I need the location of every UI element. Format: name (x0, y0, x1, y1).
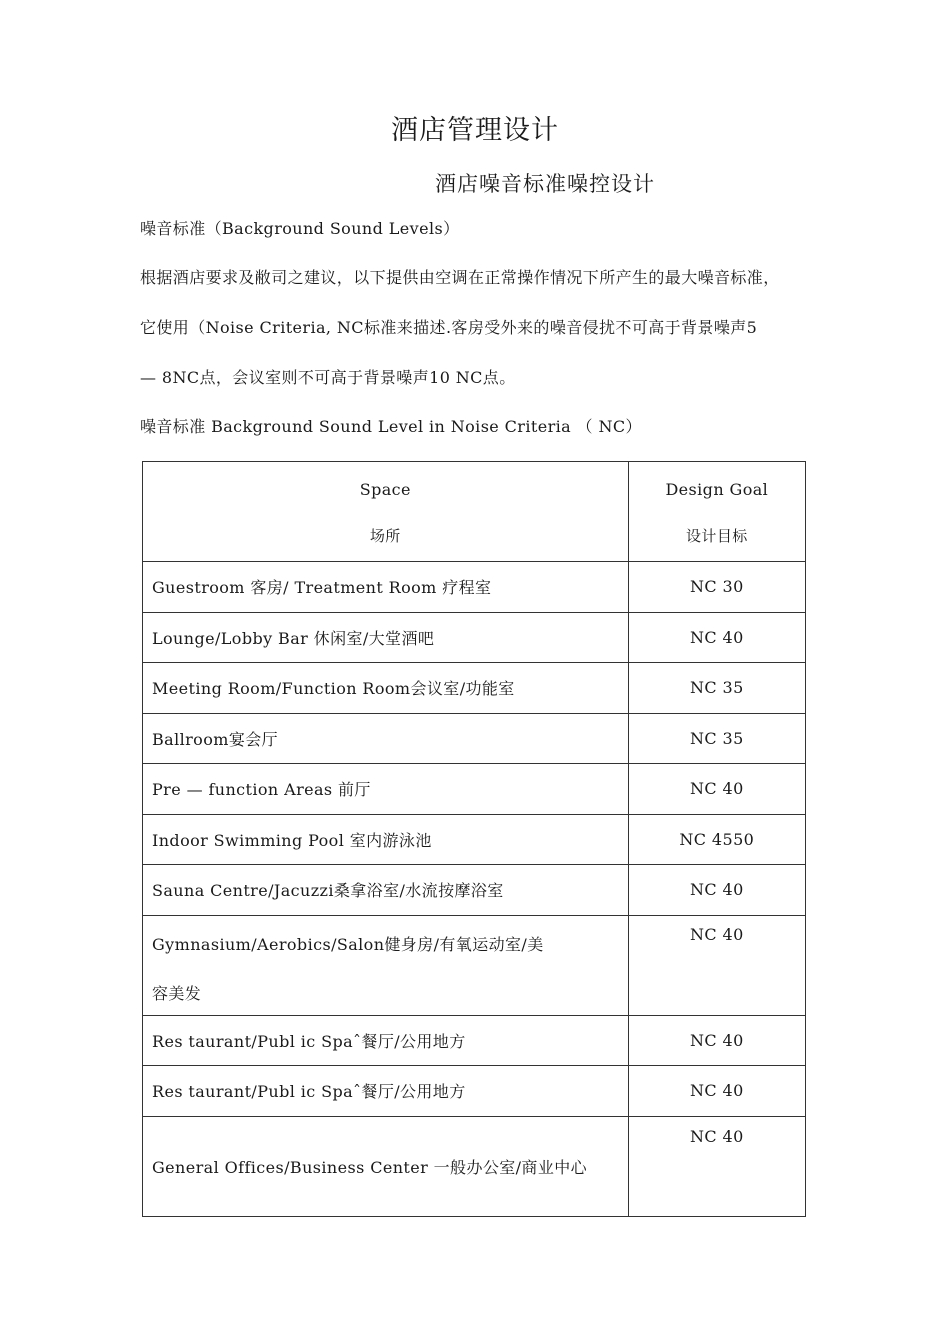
table-row (143, 1066, 806, 1117)
goal-cell: NC 30 (628, 562, 805, 613)
paragraph-line-1: 根据酒店要求及敝司之建议，以下提供由空调在正常操作情况下所产生的最大噪音标准， (140, 268, 780, 287)
table-row (143, 1116, 806, 1216)
space-cell: Lounge/Lobby Bar 休闲室/大堂酒吧 (143, 612, 629, 663)
goal-cell-value: NC 40 (689, 924, 744, 944)
space-cell: Guestroom 客房/ Treatment Room 疗程室 (143, 562, 629, 613)
header-space-cn: 场所 (369, 527, 401, 545)
noise-criteria-table (142, 461, 806, 1217)
section-heading-background-sound: 噪音标准（Background Sound Levels） (140, 219, 460, 238)
space-cell-line-1: Gymnasium/Aerobics/Salon健身房/有氧运动室/美 (152, 934, 544, 954)
space-cell: General Offices/Business Center 一般办公室/商业中心 (143, 1116, 629, 1216)
table-row (143, 562, 806, 613)
table-row (143, 915, 806, 1015)
table-row (143, 713, 806, 764)
goal-cell: NC 35 (628, 713, 805, 764)
table-header-row (143, 462, 806, 562)
page-subtitle: 酒店噪音标准噪控设计 (435, 172, 655, 196)
table-row (143, 865, 806, 916)
goal-cell: NC 40 (628, 1066, 805, 1117)
header-goal-en: Design Goal (665, 480, 769, 499)
table-row (143, 814, 806, 865)
table-row (143, 663, 806, 714)
goal-cell (628, 915, 805, 1015)
paragraph-line-2: 它使用（Noise Criteria, NC标准来描述.客房受外来的噪音侵扰不可高于背景噪声5 (140, 318, 758, 337)
goal-cell: NC 40 (628, 612, 805, 663)
header-goal-cn: 设计目标 (686, 527, 748, 545)
goal-cell: NC 4550 (628, 814, 805, 865)
space-cell: Indoor Swimming Pool 室内游泳池 (143, 814, 629, 865)
goal-cell (628, 1116, 805, 1216)
paragraph-line-3: — 8NC点，会议室则不可高于背景噪声10 NC点。 (140, 368, 516, 387)
space-cell: Pre — function Areas 前厅 (143, 764, 629, 815)
page-title: 酒店管理设计 (391, 115, 559, 146)
space-cell: Ballroom宴会厅 (143, 713, 629, 764)
header-space-en: Space (359, 480, 411, 499)
goal-cell: NC 40 (628, 764, 805, 815)
space-cell-line-2: 容美发 (152, 983, 202, 1003)
space-cell: Sauna Centre/Jacuzzi桑拿浴室/水流按摩浴室 (143, 865, 629, 916)
table-row (143, 764, 806, 815)
space-cell: Res taurant/Publ ic Spaˆ餐厅/公用地方 (143, 1066, 629, 1117)
table-row (143, 612, 806, 663)
goal-cell: NC 40 (628, 1015, 805, 1066)
header-design-goal (628, 462, 805, 562)
goal-cell-value: NC 40 (689, 1126, 744, 1146)
space-cell: Meeting Room/Function Room会议室/功能室 (143, 663, 629, 714)
space-cell: Res taurant/Publ ic Spaˆ餐厅/公用地方 (143, 1015, 629, 1066)
table-row (143, 1015, 806, 1066)
table-caption: 噪音标准 Background Sound Level in Noise Criteria （ NC） (140, 417, 642, 436)
goal-cell: NC 35 (628, 663, 805, 714)
space-cell (143, 915, 629, 1015)
goal-cell: NC 40 (628, 865, 805, 916)
header-space (143, 462, 629, 562)
